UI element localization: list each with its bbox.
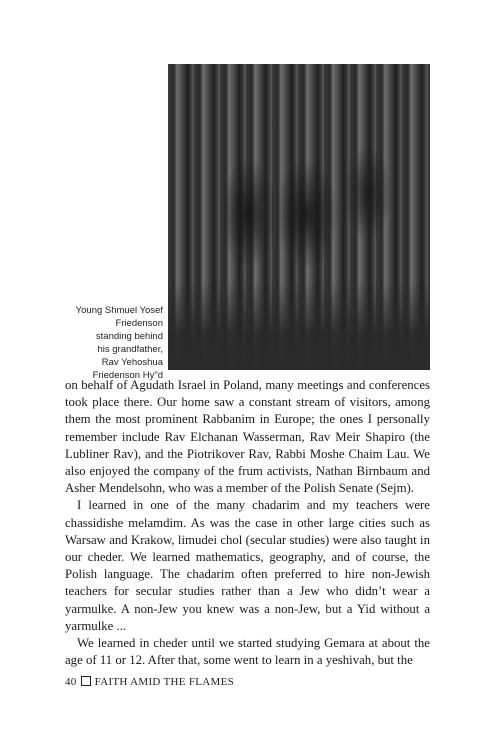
running-title: FAITH AMID THE FLAMES — [94, 676, 235, 688]
historical-photograph — [168, 64, 430, 370]
caption-line: Friedenson Hy"d — [92, 370, 163, 381]
body-text — [65, 377, 430, 669]
photo-caption — [18, 304, 163, 382]
paragraph: on behalf of Agudath Israel in Poland, many meetings and conferences took place there. Our home saw a constant stream of visitors, among them the most prominent Rabbanim in Europe; the ones I personally remember include Rav Elchanan Wasserman, Rav Meir Shapiro (the Lubliner Rav), and the Piotrikover Rav, Rabbi Moshe Chaim Lau. We also enjoyed the company of the frum activists, Nathan Birnbaum and Asher Mendelsohn, who was a member of the Polish Senate (Sejm). — [65, 378, 430, 496]
caption-line: Young Shmuel Yosef — [75, 305, 163, 316]
paragraph: I learned in one of the many chadarim and my teachers were chassidishe melamdim. As was the case in other large cities such as Warsaw and Krakow, limudei chol (secular studies) were also taught in our cheder. We learned mathematics, geography, and of course, the Polish language. The chadarim often preferred to hire non-Jewish teachers for secular studies rather than a Jew who didn’t wear a yarmulke. A non-Jew you knew was a non-Jew, but a Yid without a yarmulke ... — [65, 498, 430, 633]
paragraph: We learned in cheder until we started studying Gemara at about the age of 11 or 12. After that, some went to learn in a yeshivah, but the — [65, 636, 430, 668]
page-number: 40 — [65, 676, 77, 688]
caption-line: standing behind — [95, 331, 163, 342]
square-separator-icon — [81, 676, 91, 686]
caption-line: Rav Yehoshua — [101, 357, 163, 368]
page-footer — [65, 676, 234, 688]
caption-line: Friedenson — [115, 318, 163, 329]
caption-line: his grandfather, — [97, 344, 163, 355]
